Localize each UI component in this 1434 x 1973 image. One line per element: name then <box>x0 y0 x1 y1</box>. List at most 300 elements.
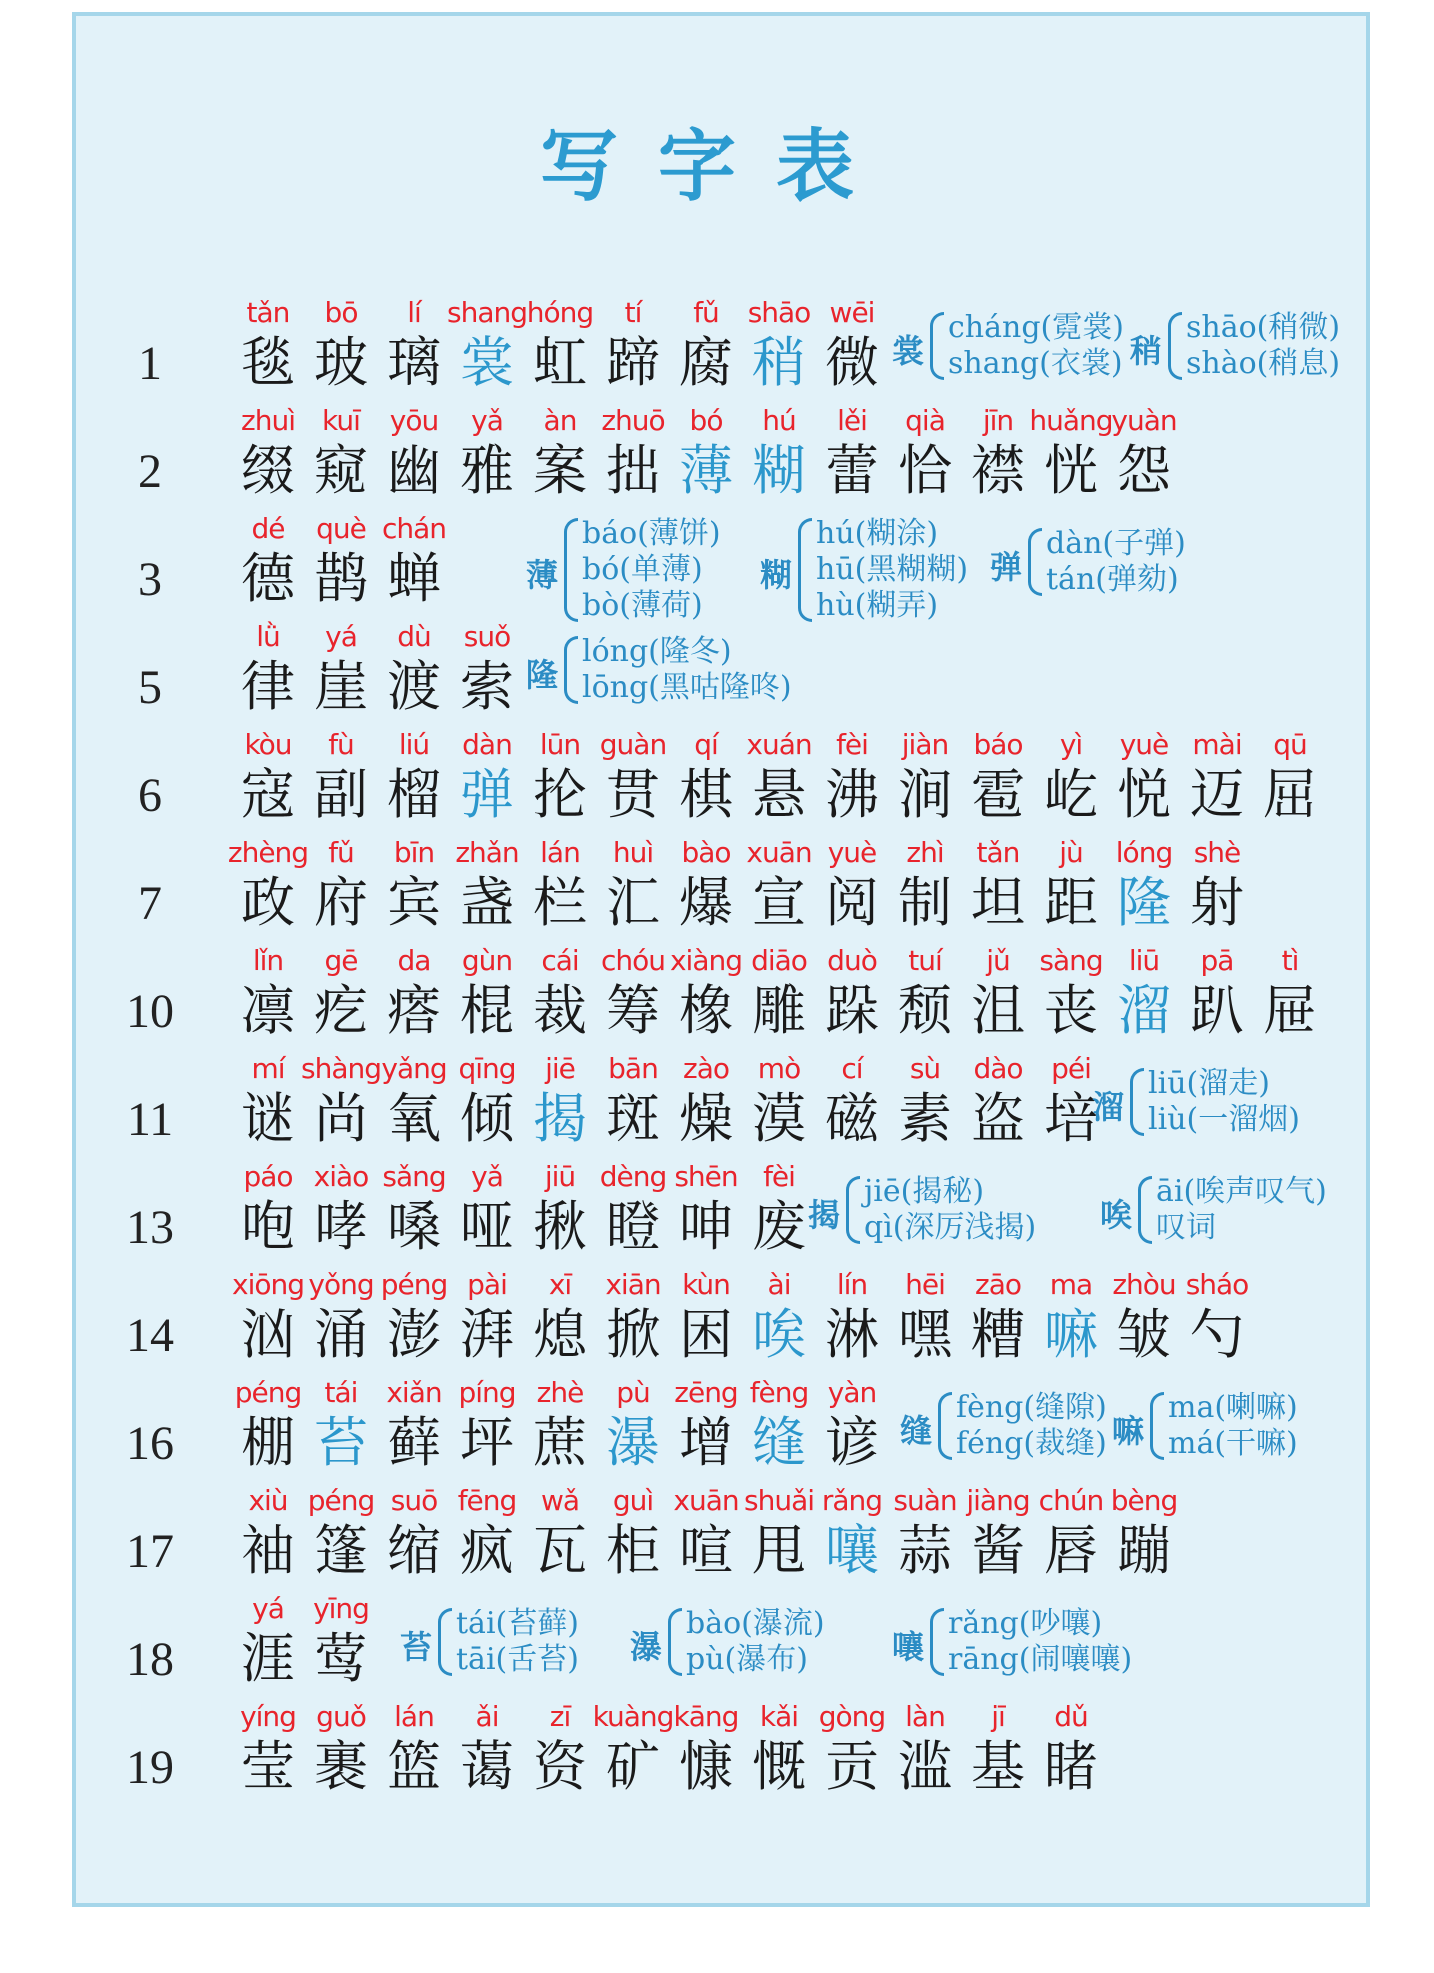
hanzi: 揪 <box>533 1195 587 1258</box>
reading: hú(糊涂) <box>816 516 939 551</box>
hanzi: 棍 <box>460 979 514 1042</box>
hanzi: 恍 <box>1044 439 1098 502</box>
hanzi: 矿 <box>606 1735 660 1798</box>
hanzi: 嘛 <box>1044 1303 1098 1366</box>
hanzi: 稍 <box>752 331 806 394</box>
hanzi: 寇 <box>241 763 295 826</box>
hanzi: 凛 <box>241 979 295 1042</box>
pinyin: lán <box>540 836 580 869</box>
polyphone-character: 稍 <box>1130 332 1163 370</box>
hanzi: 裹 <box>314 1735 368 1798</box>
reading: hū(黑糊糊) <box>816 552 969 587</box>
pinyin: bào <box>681 836 731 869</box>
pinyin: què <box>316 512 366 545</box>
hanzi: 尚 <box>314 1087 368 1150</box>
hanzi: 屹 <box>1044 763 1098 826</box>
hanzi: 趴 <box>1190 979 1244 1042</box>
hanzi: 迈 <box>1190 763 1244 826</box>
reading: liù(一溜烟) <box>1148 1102 1300 1137</box>
hanzi: 涯 <box>241 1627 295 1690</box>
pinyin: suǒ <box>463 620 511 653</box>
hanzi: 宾 <box>387 871 441 934</box>
pinyin: suō <box>390 1484 438 1517</box>
polyphone-character: 裳 <box>892 332 925 370</box>
pinyin: mò <box>757 1052 801 1085</box>
pinyin: pā <box>1200 944 1234 977</box>
pinyin: yì <box>1059 728 1083 761</box>
brace-icon <box>564 518 578 622</box>
reading: 叹词 <box>1156 1210 1216 1245</box>
hanzi: 熄 <box>533 1303 587 1366</box>
hanzi: 素 <box>898 1087 952 1150</box>
pinyin: pù <box>616 1376 650 1409</box>
pinyin: cí <box>841 1052 863 1085</box>
lesson-number: 6 <box>138 769 162 822</box>
pinyin: dàn <box>462 728 512 761</box>
hanzi: 蕾 <box>825 439 879 502</box>
hanzi: 缝 <box>752 1411 806 1474</box>
pinyin: péng <box>380 1268 448 1301</box>
hanzi: 悬 <box>752 763 806 826</box>
pinyin: sháo <box>1185 1268 1249 1301</box>
pinyin: chán <box>381 512 447 545</box>
hanzi: 蔗 <box>533 1411 587 1474</box>
hanzi: 莺 <box>314 1627 368 1690</box>
reading: shang(衣裳) <box>948 346 1123 381</box>
pinyin: xuān <box>673 1484 739 1517</box>
hanzi: 糟 <box>971 1303 1025 1366</box>
brace-icon <box>846 1176 860 1244</box>
hanzi: 漠 <box>752 1087 806 1150</box>
hanzi: 阅 <box>825 871 879 934</box>
pinyin: jù <box>1059 836 1083 869</box>
hanzi: 裁 <box>533 979 587 1042</box>
pinyin: sǎng <box>382 1160 446 1193</box>
pinyin: mài <box>1192 728 1242 761</box>
polyphone-note <box>1100 1174 1330 1246</box>
hanzi: 毯 <box>241 331 295 394</box>
pinyin: yuè <box>827 836 877 869</box>
hanzi: 屈 <box>1263 763 1317 826</box>
pinyin: bèng <box>1110 1484 1178 1517</box>
table-row <box>0 512 1434 623</box>
pinyin: qià <box>905 404 945 437</box>
pinyin: dé <box>251 512 285 545</box>
hanzi: 莹 <box>241 1735 295 1798</box>
pinyin: sàng <box>1039 944 1103 977</box>
reading: tái(苔藓) <box>456 1606 579 1641</box>
hanzi: 虹 <box>533 331 587 394</box>
hanzi: 德 <box>241 547 295 610</box>
brace-icon <box>930 312 944 380</box>
reading: liū(溜走) <box>1148 1066 1270 1101</box>
hanzi: 幽 <box>387 439 441 502</box>
hanzi: 腐 <box>679 331 733 394</box>
pinyin: shàng <box>300 1052 381 1085</box>
hanzi: 增 <box>679 1411 733 1474</box>
polyphone-note <box>526 634 792 706</box>
hanzi: 苔 <box>314 1411 368 1474</box>
pinyin: kāng <box>673 1700 739 1733</box>
table-row <box>0 836 1434 942</box>
hanzi: 睹 <box>1044 1735 1098 1798</box>
pinyin: xiào <box>313 1160 369 1193</box>
pinyin: qí <box>694 728 718 761</box>
reading: tán(弹劾) <box>1046 562 1179 597</box>
pinyin: shang <box>446 296 527 329</box>
hanzi: 跺 <box>825 979 879 1042</box>
pinyin: páo <box>243 1160 293 1193</box>
polyphone-character: 嚷 <box>892 1628 925 1666</box>
polyphone-character: 溜 <box>1092 1088 1125 1126</box>
reading: jiē(揭秘) <box>864 1174 985 1209</box>
table-row <box>0 404 1434 510</box>
pinyin: zāo <box>975 1268 1021 1301</box>
pinyin: bān <box>608 1052 658 1085</box>
pinyin: lěi <box>837 404 867 437</box>
pinyin: chún <box>1038 1484 1104 1517</box>
pinyin: suàn <box>893 1484 957 1517</box>
reading: lōng(黑咕隆咚) <box>582 670 792 705</box>
hanzi: 氧 <box>387 1087 441 1150</box>
pinyin: yíng <box>240 1700 296 1733</box>
lesson-number: 11 <box>126 1093 174 1146</box>
hanzi: 蒜 <box>898 1519 952 1582</box>
lesson-number: 7 <box>138 877 162 930</box>
pinyin: kòu <box>244 728 292 761</box>
pinyin: shuǎi <box>743 1484 815 1517</box>
pinyin: tǎn <box>246 296 290 329</box>
polyphone-note <box>1092 1066 1322 1138</box>
hanzi: 唇 <box>1044 1519 1098 1582</box>
pinyin: pài <box>467 1268 507 1301</box>
hanzi: 斑 <box>606 1087 660 1150</box>
pinyin: bō <box>324 296 358 329</box>
pinyin: xiàng <box>669 944 743 977</box>
reading: báo(薄饼) <box>582 516 721 551</box>
polyphone-character: 糊 <box>760 556 793 594</box>
polyphone-character: 隆 <box>526 656 559 694</box>
hanzi: 掀 <box>606 1303 660 1366</box>
pinyin: tǎn <box>976 836 1020 869</box>
hanzi: 制 <box>898 871 952 934</box>
pinyin: zhì <box>906 836 944 869</box>
pinyin: gùn <box>461 944 513 977</box>
reading: shào(稍息) <box>1186 346 1341 381</box>
pinyin: báo <box>973 728 1023 761</box>
pinyin: bó <box>689 404 723 437</box>
table-row <box>0 1160 1434 1266</box>
polyphone-note <box>526 516 756 624</box>
pinyin: kùn <box>682 1268 730 1301</box>
reading: shāo(稍微) <box>1186 310 1341 345</box>
pinyin: xuán <box>746 728 812 761</box>
pinyin: lóng <box>1115 836 1173 869</box>
hanzi: 汇 <box>606 871 660 934</box>
hanzi: 袖 <box>241 1519 295 1582</box>
hanzi: 贯 <box>606 763 660 826</box>
hanzi: 雕 <box>752 979 806 1042</box>
pinyin: guǒ <box>316 1700 366 1733</box>
pinyin: ài <box>767 1268 791 1301</box>
polyphone-note <box>990 526 1220 598</box>
reading: bó(单薄) <box>582 552 703 587</box>
table-row <box>0 1376 1434 1482</box>
reading: tāi(舌苔) <box>456 1642 579 1677</box>
lesson-number: 1 <box>138 337 162 390</box>
lesson-number: 13 <box>126 1201 174 1254</box>
hanzi: 疙 <box>314 979 368 1042</box>
lesson-number: 5 <box>138 661 162 714</box>
pinyin: zhǎn <box>455 836 519 869</box>
pinyin: lǜ <box>256 620 280 653</box>
hanzi: 甩 <box>752 1519 806 1582</box>
pinyin: dǔ <box>1054 1700 1088 1733</box>
hanzi: 窥 <box>314 439 368 502</box>
pinyin: xiǎn <box>386 1376 442 1409</box>
hanzi: 篷 <box>314 1519 368 1582</box>
reading: má(干嘛) <box>1168 1426 1298 1461</box>
hanzi: 谜 <box>241 1087 295 1150</box>
hanzi: 襟 <box>971 439 1025 502</box>
hanzi: 丧 <box>1044 979 1098 1042</box>
pinyin: wēi <box>829 296 875 329</box>
polyphone-note <box>892 1606 1133 1678</box>
hanzi: 坦 <box>971 871 1025 934</box>
pinyin: jǔ <box>986 944 1010 977</box>
pinyin: qīng <box>458 1052 516 1085</box>
pinyin: huǎng <box>1029 404 1113 437</box>
polyphone-character: 苔 <box>400 1628 433 1666</box>
brace-icon <box>1150 1392 1164 1460</box>
pinyin: lǐn <box>252 944 284 977</box>
polyphone-note <box>760 516 990 624</box>
reading: ma(喇嘛) <box>1168 1390 1298 1425</box>
polyphone-character: 嘛 <box>1112 1412 1145 1450</box>
pinyin: zhòu <box>1112 1268 1176 1301</box>
pinyin: lūn <box>539 728 581 761</box>
hanzi: 悦 <box>1117 763 1171 826</box>
hanzi: 倾 <box>460 1087 514 1150</box>
hanzi: 隆 <box>1117 871 1171 934</box>
pinyin: shēn <box>674 1160 738 1193</box>
hanzi: 缀 <box>241 439 295 502</box>
pinyin: fèi <box>836 728 868 761</box>
hanzi: 沸 <box>825 763 879 826</box>
hanzi: 糊 <box>752 439 806 502</box>
lesson-number: 10 <box>126 985 174 1038</box>
hanzi: 基 <box>971 1735 1025 1798</box>
polyphone-character: 弹 <box>990 548 1023 586</box>
hanzi: 哮 <box>314 1195 368 1258</box>
pinyin: yǎng <box>381 1052 447 1085</box>
hanzi: 坪 <box>460 1411 514 1474</box>
hanzi: 案 <box>533 439 587 502</box>
pinyin: làn <box>905 1700 945 1733</box>
hanzi: 颓 <box>898 979 952 1042</box>
hanzi: 雹 <box>971 763 1025 826</box>
reading: rǎng(吵嚷) <box>948 1606 1103 1641</box>
brace-icon <box>1130 1068 1144 1136</box>
polyphone-note <box>1112 1390 1342 1462</box>
hanzi: 瞪 <box>606 1195 660 1258</box>
pinyin: lán <box>394 1700 434 1733</box>
hanzi: 拙 <box>606 439 660 502</box>
hanzi: 燥 <box>679 1087 733 1150</box>
hanzi: 副 <box>314 763 368 826</box>
hanzi: 疯 <box>460 1519 514 1582</box>
lesson-number: 14 <box>126 1309 174 1362</box>
polyphone-note <box>892 310 1122 382</box>
hanzi: 微 <box>825 331 879 394</box>
hanzi: 唉 <box>752 1303 806 1366</box>
pinyin: dù <box>397 620 431 653</box>
hanzi: 璃 <box>387 331 441 394</box>
table-row <box>0 1268 1434 1374</box>
pinyin: yǒng <box>308 1268 374 1301</box>
hanzi: 屉 <box>1263 979 1317 1042</box>
pinyin: chóu <box>600 944 666 977</box>
brace-icon <box>798 518 812 622</box>
table-row <box>0 620 1434 726</box>
hanzi: 涧 <box>898 763 952 826</box>
hanzi: 宣 <box>752 871 806 934</box>
pinyin: xiōng <box>232 1268 304 1301</box>
hanzi: 索 <box>460 655 514 718</box>
hanzi: 爆 <box>679 871 733 934</box>
reading: rāng(闹嚷嚷) <box>948 1642 1133 1677</box>
pinyin: xī <box>548 1268 572 1301</box>
brace-icon <box>938 1392 952 1460</box>
hanzi: 咆 <box>241 1195 295 1258</box>
polyphone-note <box>900 1390 1130 1462</box>
page-title: 写字表 <box>539 122 894 212</box>
hanzi: 府 <box>314 871 368 934</box>
hanzi: 崖 <box>314 655 368 718</box>
polyphone-note <box>630 1606 860 1678</box>
hanzi: 贡 <box>825 1735 879 1798</box>
table-row <box>0 296 1434 402</box>
pinyin: jiū <box>544 1160 576 1193</box>
hanzi: 距 <box>1044 871 1098 934</box>
hanzi: 勺 <box>1190 1303 1244 1366</box>
pinyin: zī <box>549 1700 571 1733</box>
hanzi: 律 <box>241 655 295 718</box>
pinyin: tái <box>324 1376 358 1409</box>
lesson-number: 17 <box>126 1525 174 1578</box>
polyphone-character: 薄 <box>526 556 559 594</box>
hanzi: 蹄 <box>606 331 660 394</box>
pinyin: dào <box>973 1052 1023 1085</box>
pinyin: lín <box>836 1268 868 1301</box>
hanzi: 渡 <box>387 655 441 718</box>
hanzi: 棚 <box>241 1411 295 1474</box>
hanzi: 湃 <box>460 1303 514 1366</box>
hanzi: 盏 <box>460 871 514 934</box>
hanzi: 蝉 <box>387 547 441 610</box>
pinyin: tì <box>1281 944 1299 977</box>
reading: lóng(隆冬) <box>582 634 732 669</box>
pinyin: xuān <box>746 836 812 869</box>
hanzi: 射 <box>1190 871 1244 934</box>
hanzi: 盗 <box>971 1087 1025 1150</box>
pinyin: kuī <box>322 404 360 437</box>
hanzi: 藓 <box>387 1411 441 1474</box>
pinyin: diāo <box>751 944 807 977</box>
hanzi: 皱 <box>1117 1303 1171 1366</box>
pinyin: xiù <box>248 1484 288 1517</box>
table-row <box>0 1700 1434 1806</box>
pinyin: xiān <box>605 1268 661 1301</box>
pinyin: àn <box>543 404 577 437</box>
polyphone-character: 缝 <box>900 1412 933 1450</box>
pinyin: píng <box>458 1376 516 1409</box>
hanzi: 篮 <box>387 1735 441 1798</box>
pinyin: péng <box>307 1484 375 1517</box>
lesson-number: 16 <box>126 1417 174 1470</box>
hanzi: 资 <box>533 1735 587 1798</box>
pinyin: péi <box>1051 1052 1091 1085</box>
pinyin: yá <box>252 1592 284 1625</box>
hanzi: 呻 <box>679 1195 733 1258</box>
pinyin: shè <box>1193 836 1241 869</box>
hanzi: 培 <box>1044 1087 1098 1150</box>
pinyin: fēng <box>457 1484 517 1517</box>
hanzi: 柜 <box>606 1519 660 1582</box>
pinyin: hóng <box>526 296 594 329</box>
hanzi: 蔼 <box>460 1735 514 1798</box>
hanzi: 蹦 <box>1117 1519 1171 1582</box>
pinyin: jiàng <box>966 1484 1030 1517</box>
reading: pù(瀑布) <box>686 1642 808 1677</box>
hanzi: 滥 <box>898 1735 952 1798</box>
hanzi: 雅 <box>460 439 514 502</box>
pinyin: péng <box>234 1376 302 1409</box>
hanzi: 喧 <box>679 1519 733 1582</box>
brace-icon <box>1138 1176 1152 1244</box>
pinyin: shāo <box>747 296 811 329</box>
pinyin: fèng <box>749 1376 809 1409</box>
pinyin: liú <box>398 728 430 761</box>
pinyin: da <box>397 944 431 977</box>
lesson-number: 19 <box>126 1741 174 1794</box>
hanzi: 鹊 <box>314 547 368 610</box>
brace-icon <box>438 1608 452 1676</box>
reading: féng(裁缝) <box>956 1426 1107 1461</box>
reading: qì(深厉浅揭) <box>864 1210 1037 1245</box>
reading: bò(薄荷) <box>582 588 703 623</box>
reading: fèng(缝隙) <box>956 1390 1107 1425</box>
hanzi: 揭 <box>533 1087 587 1150</box>
table-row <box>0 1592 1434 1698</box>
hanzi: 废 <box>752 1195 806 1258</box>
pinyin: lí <box>407 296 421 329</box>
pinyin: fù <box>328 728 354 761</box>
hanzi: 涌 <box>314 1303 368 1366</box>
pinyin: fǔ <box>693 296 719 329</box>
polyphone-character: 瀑 <box>630 1628 663 1666</box>
pinyin: zhuì <box>241 404 295 437</box>
hanzi: 沮 <box>971 979 1025 1042</box>
pinyin: gē <box>324 944 358 977</box>
pinyin: jī <box>991 1700 1005 1733</box>
brace-icon <box>1168 312 1182 380</box>
hanzi: 瓦 <box>533 1519 587 1582</box>
hanzi: 哑 <box>460 1195 514 1258</box>
hanzi: 栏 <box>533 871 587 934</box>
hanzi: 瀑 <box>606 1411 660 1474</box>
pinyin: yá <box>325 620 357 653</box>
